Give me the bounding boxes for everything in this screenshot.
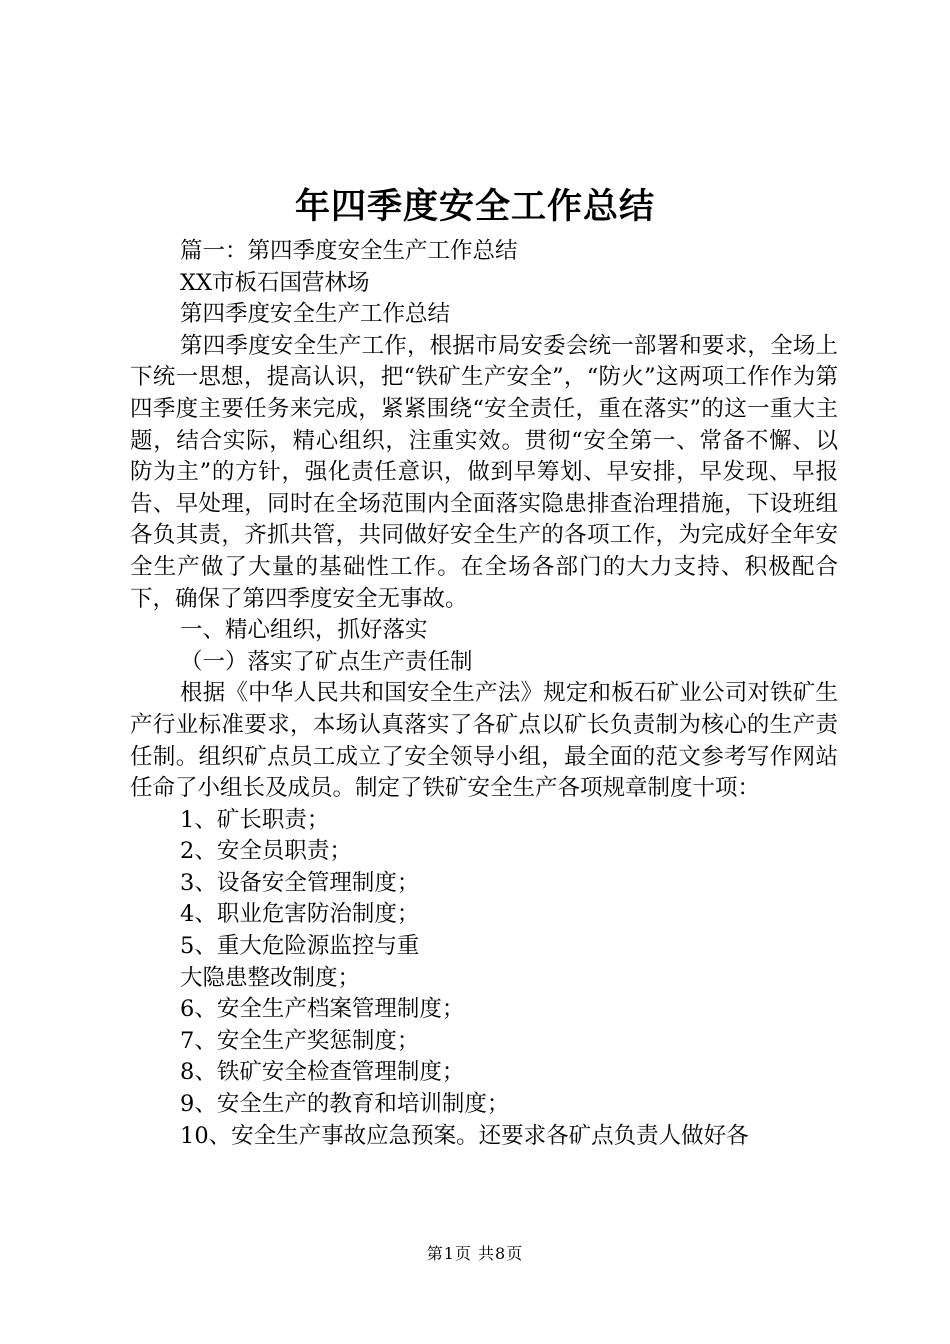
heading-level-1: 一、精心组织，抓好落实 xyxy=(180,617,428,644)
document-body xyxy=(130,236,838,1152)
list-item-continuation: 大隐患整改制度； xyxy=(180,964,361,991)
paragraph-intro: 第四季度安全生产工作，根据市局安委会统一部署和要求，全场上下统一思想，提高认识，把“铁矿生产安全”，“防火”这两项工作作为第四季度主要任务来完成，紧紧围绕“安全责任，重在落实”的这一重大主题，结合实际，精心组织，注重实效。贯彻“安全第一、常备不懈、以防为主”的方针，强化责任意识，做到早筹划、早安排，早发现、早报告、早处理，同时在全场范围内全面落实隐患排查治理措施，下设班组各负其责，齐抓共管，共同做好安全生产的各项工作，为完成好全年安全生产做了大量的基础性工作。在全场各部门的大力支持、积极配合下，确保了第四季度安全无事故。 xyxy=(130,332,838,612)
list-item: 1、矿长职责； xyxy=(180,806,330,833)
list-item: 4、职业危害防治制度； xyxy=(180,901,420,928)
paragraph-responsibility: 根据《中华人民共和国安全生产法》规定和板石矿业公司对铁矿生产行业标准要求，本场认真落实了各矿点以矿长负责制为核心的生产责任制。组织矿点员工成立了安全领导小组，最全面的范文参考写作网站任命了小组长及成员。制定了铁矿安全生产各项规章制度十项： xyxy=(130,680,838,802)
report-subtitle: 第四季度安全生产工作总结 xyxy=(180,301,451,328)
page-number-footer: 第1页 共8页 xyxy=(426,1244,524,1263)
list-item: 3、设备安全管理制度； xyxy=(180,869,420,896)
list-item: 5、重大危险源监控与重 xyxy=(180,933,420,960)
organization-name: XX市板石国营林场 xyxy=(180,269,370,296)
section-heading: 篇一：第四季度安全生产工作总结 xyxy=(180,238,518,264)
list-item: 6、安全生产档案管理制度； xyxy=(180,996,465,1023)
list-item: 10、安全生产事故应急预案。还要求各矿点负责人做好各 xyxy=(180,1122,749,1149)
list-item: 9、安全生产的教育和培训制度； xyxy=(180,1091,510,1118)
list-item: 8、铁矿安全检查管理制度； xyxy=(180,1059,465,1086)
list-item: 2、安全员职责； xyxy=(180,838,352,865)
document-title: 年四季度安全工作总结 xyxy=(294,186,655,227)
heading-level-2: （一）落实了矿点生产责任制 xyxy=(180,648,473,675)
list-item: 7、安全生产奖惩制度； xyxy=(180,1027,420,1054)
